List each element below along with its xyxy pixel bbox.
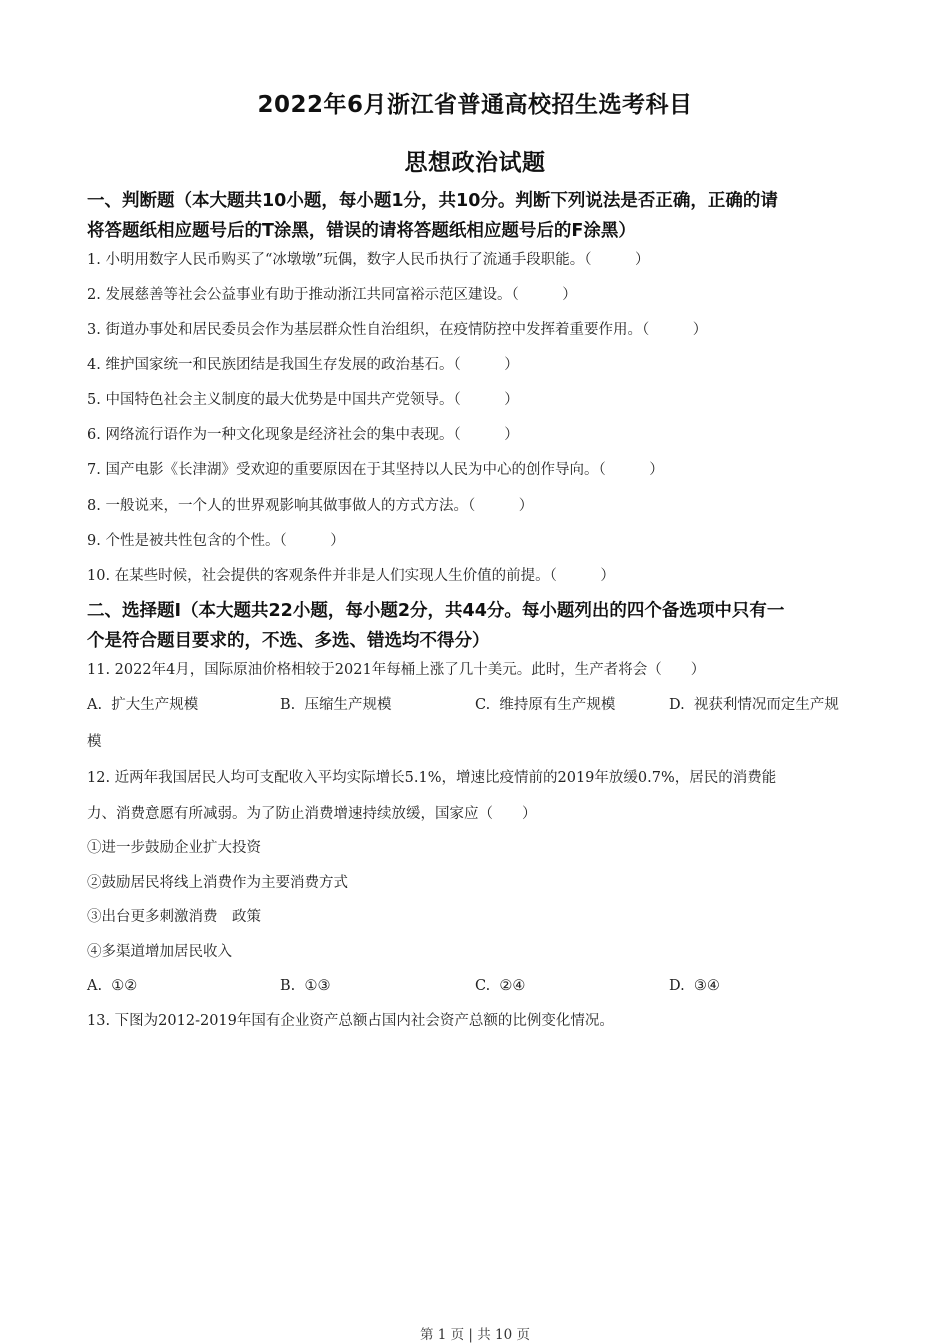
question-2: 2. 发展慈善等社会公益事业有助于推动浙江共同富裕示范区建设。（ ） [87,287,577,303]
section1-heading-line2: 将答题纸相应题号后的T涂黑，错误的请将答题纸相应题号后的F涂黑） [87,221,636,241]
section2-heading-line1: 二、选择题Ⅰ（本大题共22小题，每小题2分，共44分。每小题列出的四个备选项中只有一 [87,601,785,621]
question-12-option-d: D. ③④ [669,978,720,994]
page-footer: 第 1 页 | 共 10 页 [419,1327,531,1343]
question-12-option-a: A. ①② [87,978,138,994]
question-5: 5. 中国特色社会主义制度的最大优势是中国共产党领导。（ ） [87,392,519,408]
question-11-option-d-overflow: 模 [87,734,102,750]
section2-heading-line2: 个是符合题目要求的，不选、多选、错选均不得分） [87,631,490,651]
question-11-option-c: C. 维持原有生产规模 [475,697,616,713]
question-12-item-4: ④多渠道增加居民收入 [87,944,232,960]
question-12-item-3: ③出台更多刺激消费 政策 [87,909,261,925]
exam-subject: 思想政治试题 [404,150,546,176]
question-12-option-c: C. ②④ [475,978,526,994]
section2-heading [87,596,867,656]
question-9: 9. 个性是被共性包含的个性。（ ） [87,533,345,549]
question-13-stem: 13. 下图为2012-2019年国有企业资产总额占国内社会资产总额的比例变化情况。 [87,1013,614,1029]
question-1: 1. 小明用数字人民币购买了“冰墩墩”玩偶，数字人民币执行了流通手段职能。（ ） [87,252,650,268]
question-11-option-d: D. 视获利情况而定生产规 [669,697,839,713]
question-12-stem-line2: 力、消费意愿有所减弱。为了防止消费增速持续放缓，国家应（ ） [87,806,537,822]
section1-heading-line1: 一、判断题（本大题共10小题，每小题1分，共10分。判断下列说法是否正确，正确的请 [87,191,778,211]
exam-title: 2022年6月浙江省普通高校招生选考科目 [257,92,693,118]
question-7: 7. 国产电影《长津湖》受欢迎的重要原因在于其坚持以人民为中心的创作导向。（ ） [87,462,664,478]
question-6: 6. 网络流行语作为一种文化现象是经济社会的集中表现。（ ） [87,427,519,443]
section1-heading [87,186,867,246]
question-11-stem: 11. 2022年4月，国际原油价格相较于2021年每桶上涨了几十美元。此时，生产者将会（ ） [87,662,706,678]
question-11-option-a: A. 扩大生产规模 [87,697,199,713]
question-12-item-1: ①进一步鼓励企业扩大投资 [87,840,261,856]
question-4: 4. 维护国家统一和民族团结是我国生存发展的政治基石。（ ） [87,357,519,373]
question-3: 3. 街道办事处和居民委员会作为基层群众性自治组织，在疫情防控中发挥着重要作用。（ ） [87,322,708,338]
question-10: 10. 在某些时候，社会提供的客观条件并非是人们实现人生价值的前提。（ ） [87,568,615,584]
question-12-item-2: ②鼓励居民将线上消费作为主要消费方式 [87,875,348,891]
question-8: 8. 一般说来，一个人的世界观影响其做事做人的方式方法。（ ） [87,498,534,514]
question-12-stem-line1: 12. 近两年我国居民人均可支配收入平均实际增长5.1%，增速比疫情前的2019年放缓0.7%，居民的消费能 [87,770,777,786]
question-11-option-b: B. 压缩生产规模 [280,697,392,713]
question-12-option-b: B. ①③ [280,978,331,994]
